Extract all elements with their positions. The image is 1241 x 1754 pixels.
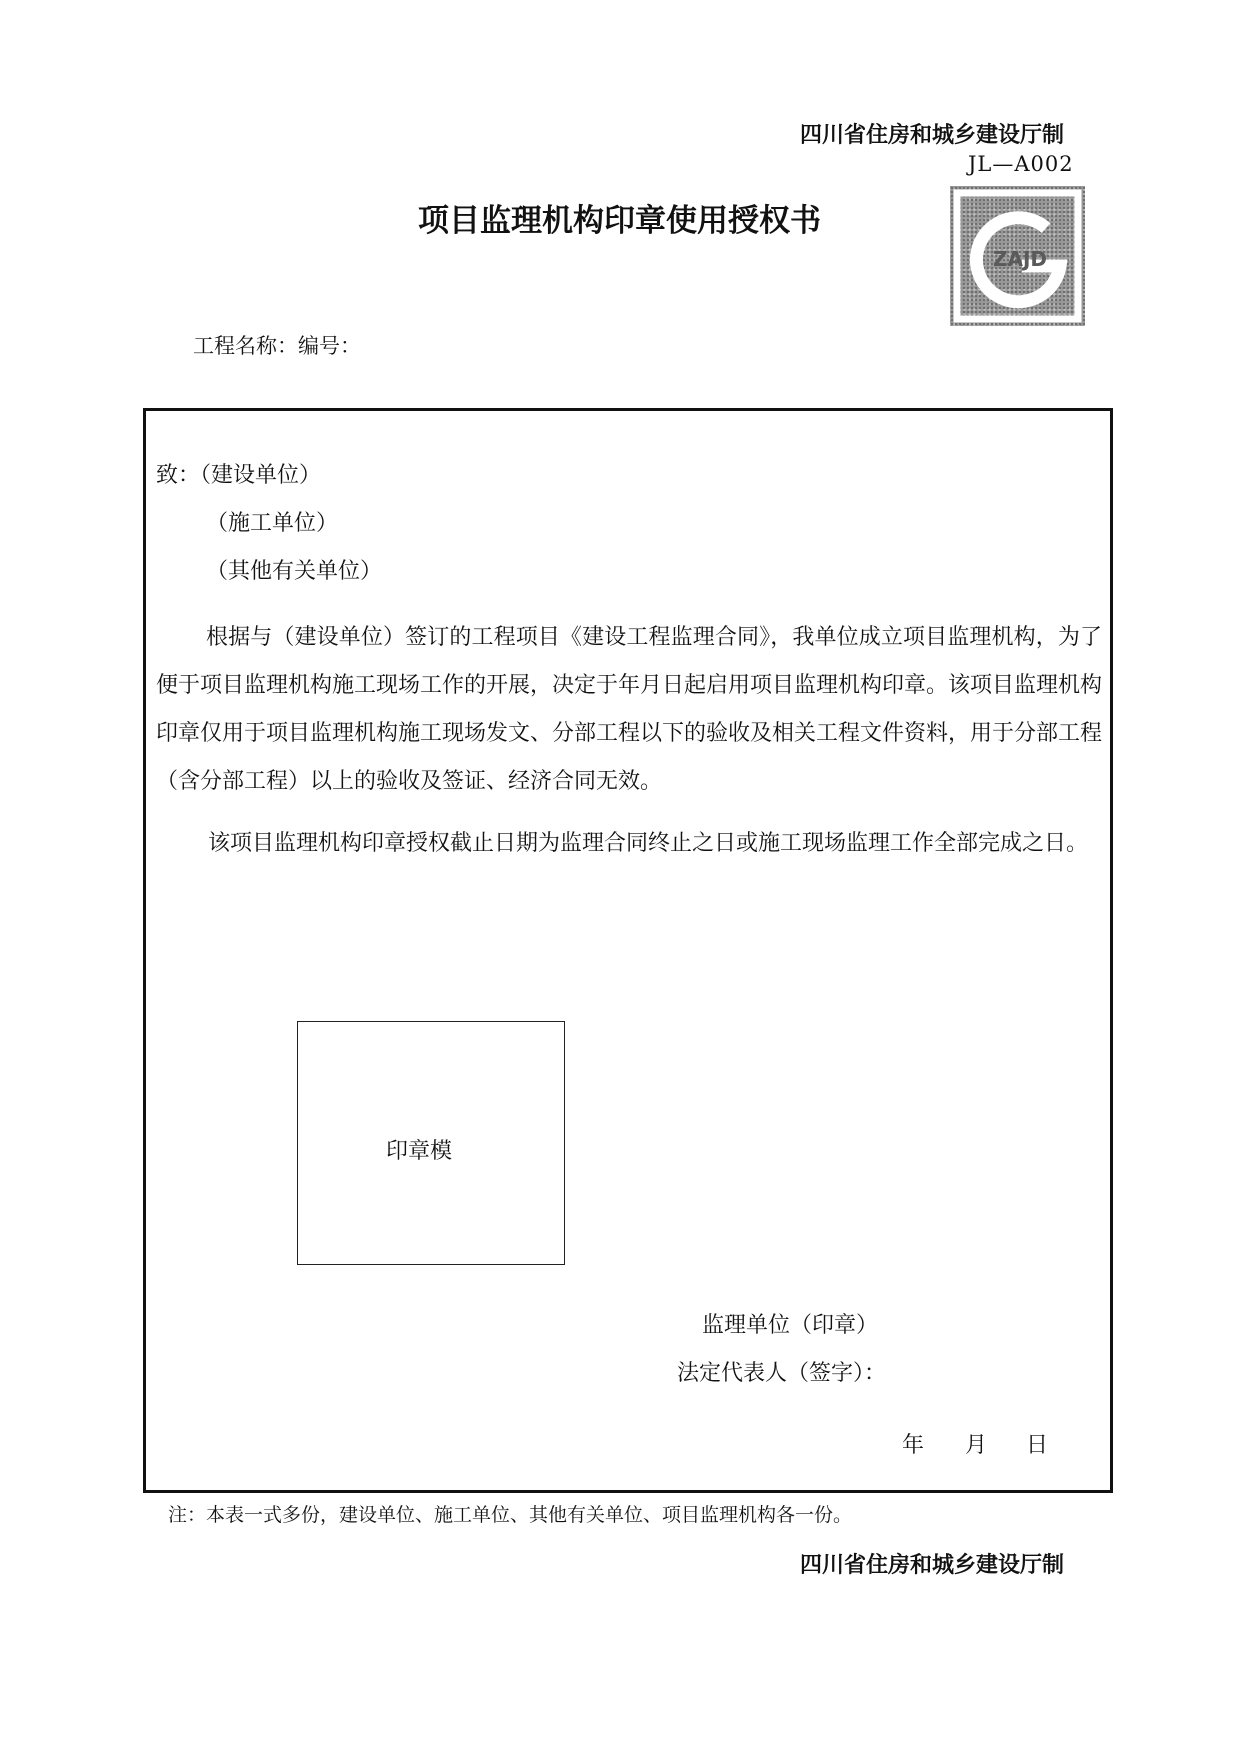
zajd-logo-icon [950,186,1085,326]
date-day: 日 [1026,1433,1049,1458]
svg-text:ZAJD: ZAJD [992,247,1048,271]
form-code: JL—A002 [968,152,1074,176]
header-issuer: 四川省住房和城乡建设厅制 [800,123,1065,148]
supervisor-seal-label: 监理单位（印章） [702,1313,879,1338]
project-name-line: 工程名称：编号： [193,334,361,358]
date-month: 月 [965,1433,988,1458]
footer-issuer: 四川省住房和城乡建设厅制 [800,1553,1065,1578]
zajd-logo [950,186,1085,326]
legal-representative-label: 法定代表人（签字）： [677,1361,887,1386]
authorization-paragraph: 根据与（建设单位）签订的工程项目《建设工程监理合同》，我单位成立项目监理机构，为了便于项目监理机构施工现场工作的开展，决定于年月日起启用项目监理机构印章。该项目监理机构印章仅用于项目监理机构施工现场发文、分部工程以下的验收及相关工程文件资料，用于分部工程（含分部工程）以上的验收及签证、经济合同无效。 [156,625,1103,794]
footer-note: 注：本表一式多份，建设单位、施工单位、其他有关单位、项目监理机构各一份。 [168,1504,853,1526]
addressee-owner: 致：（建设单位） [156,463,322,488]
date-year: 年 [902,1433,925,1458]
addressee-others: （其他有关单位） [206,559,383,584]
seal-sample-label: 印章模 [386,1139,453,1164]
addressee-constructor: （施工单位） [206,511,339,536]
validity-paragraph: 该项目监理机构印章授权截止日期为监理合同终止之日或施工现场监理工作全部完成之日。 [208,831,1089,856]
document-title: 项目监理机构印章使用授权书 [418,203,821,239]
